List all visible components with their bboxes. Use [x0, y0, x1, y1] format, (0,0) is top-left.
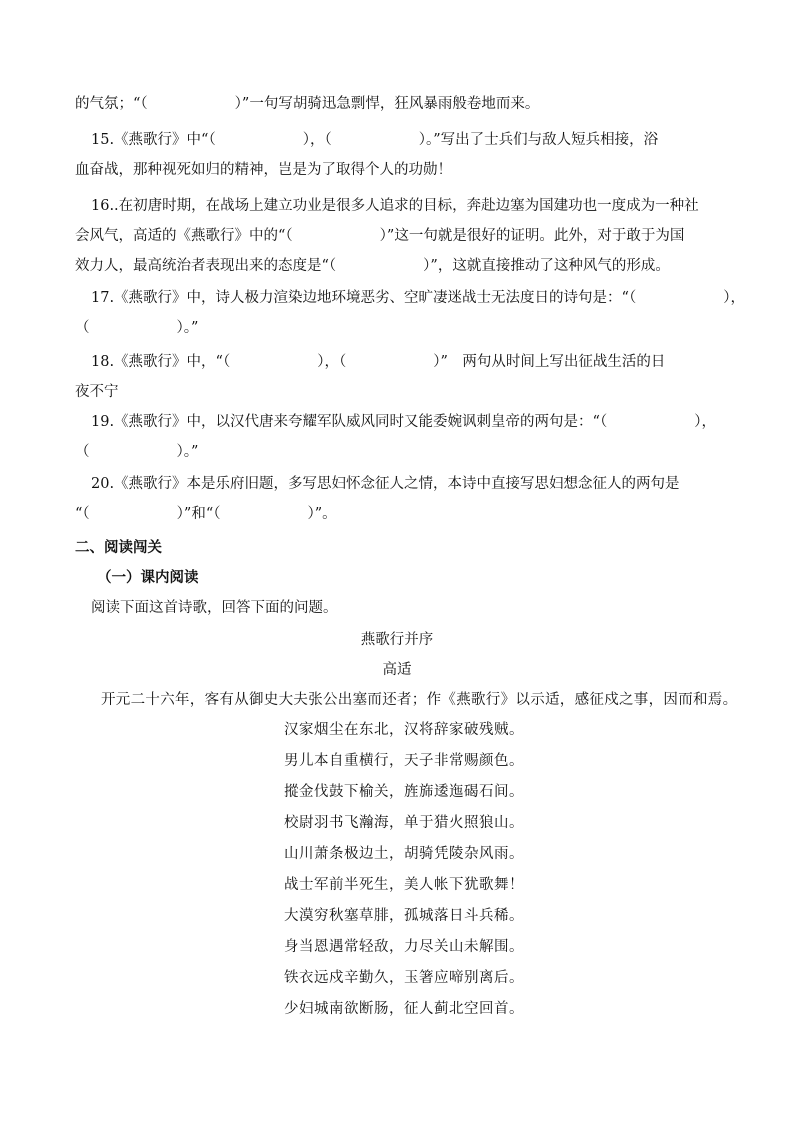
- question-15-line-1: 15.《燕歌行》中“（ ），（ ）。”写出了士兵们与敌人短兵相接，浴: [91, 132, 659, 148]
- question-20-line-2: “（ ）”和“（ ）”。: [75, 506, 337, 522]
- question-19-line-2: （ ）。”: [75, 444, 199, 460]
- question-16-line-1: 16..在初唐时期，在战场上建立功业是很多人追求的目标，奔赴边塞为国建功也一度成为一种社: [91, 198, 699, 214]
- question-16-line-3: 效力人，最高统治者表现出来的态度是“（ ）”，这就直接推动了这种风气的形成。: [75, 258, 670, 274]
- poem-line: 少妇城南欲断肠，征人蓟北空回首。: [284, 1001, 524, 1017]
- poem-line: 大漠穷秋塞草腓，孤城落日斗兵稀。: [284, 908, 524, 924]
- poem-author: 高适: [382, 662, 412, 678]
- question-14-tail: 的气氛；“（ ）”一句写胡骑迅急剽悍，狂风暴雨般卷地而来。: [75, 96, 540, 112]
- poem-line: 汉家烟尘在东北，汉将辞家破残贼。: [284, 722, 524, 738]
- section-subheading: （一）课内阅读: [97, 570, 199, 586]
- poem-line: 校尉羽书飞瀚海，单于猎火照狼山。: [284, 815, 524, 831]
- question-19-line-1: 19.《燕歌行》中，以汉代唐来夸耀军队威风同时又能委婉讽刺皇帝的两句是：“（ ），: [91, 414, 716, 430]
- poem-line: 身当恩遇常轻敌，力尽关山未解围。: [284, 939, 524, 955]
- reading-instruction: 阅读下面这首诗歌，回答下面的问题。: [91, 600, 338, 616]
- question-17-line-2: （ ）。”: [75, 320, 199, 336]
- poem-line: 男儿本自重横行，天子非常赐颜色。: [284, 753, 524, 769]
- poem-preface: 开元二十六年，客有从御史大夫张公出塞而还者；作《燕歌行》以示适，感征戍之事，因而和焉。: [101, 692, 738, 708]
- poem-line: 摐金伐鼓下榆关，旌旆逶迤碣石间。: [284, 784, 524, 800]
- section-heading: 二、阅读闯关: [75, 540, 162, 556]
- question-20-line-1: 20.《燕歌行》本是乐府旧题，多写思妇怀念征人之情，本诗中直接写思妇想念征人的两句是: [91, 476, 680, 492]
- question-15-line-2: 血奋战，那种视死如归的精神，岂是为了取得个人的功勋！: [75, 162, 452, 178]
- question-16-line-2: 会风气，高适的《燕歌行》中的“（ ）”这一句就是很好的证明。此外，对于敢于为国: [75, 228, 685, 244]
- question-18-line-2: 夜不宁: [75, 384, 119, 400]
- question-17-line-1: 17.《燕歌行》中，诗人极力渲染边地环境恶劣、空旷凄迷战士无法度日的诗句是：“（ ），: [91, 290, 745, 306]
- question-18-line-1: 18.《燕歌行》中，“（ ），（ ）” 两句从时间上写出征战生活的日: [91, 354, 666, 370]
- poem-title: 燕歌行并序: [360, 632, 434, 648]
- poem-line: 铁衣远戍辛勤久，玉箸应啼别离后。: [284, 970, 524, 986]
- poem-line: 山川萧条极边土，胡骑凭陵杂风雨。: [284, 846, 524, 862]
- poem-line: 战士军前半死生，美人帐下犹歌舞！: [284, 877, 524, 893]
